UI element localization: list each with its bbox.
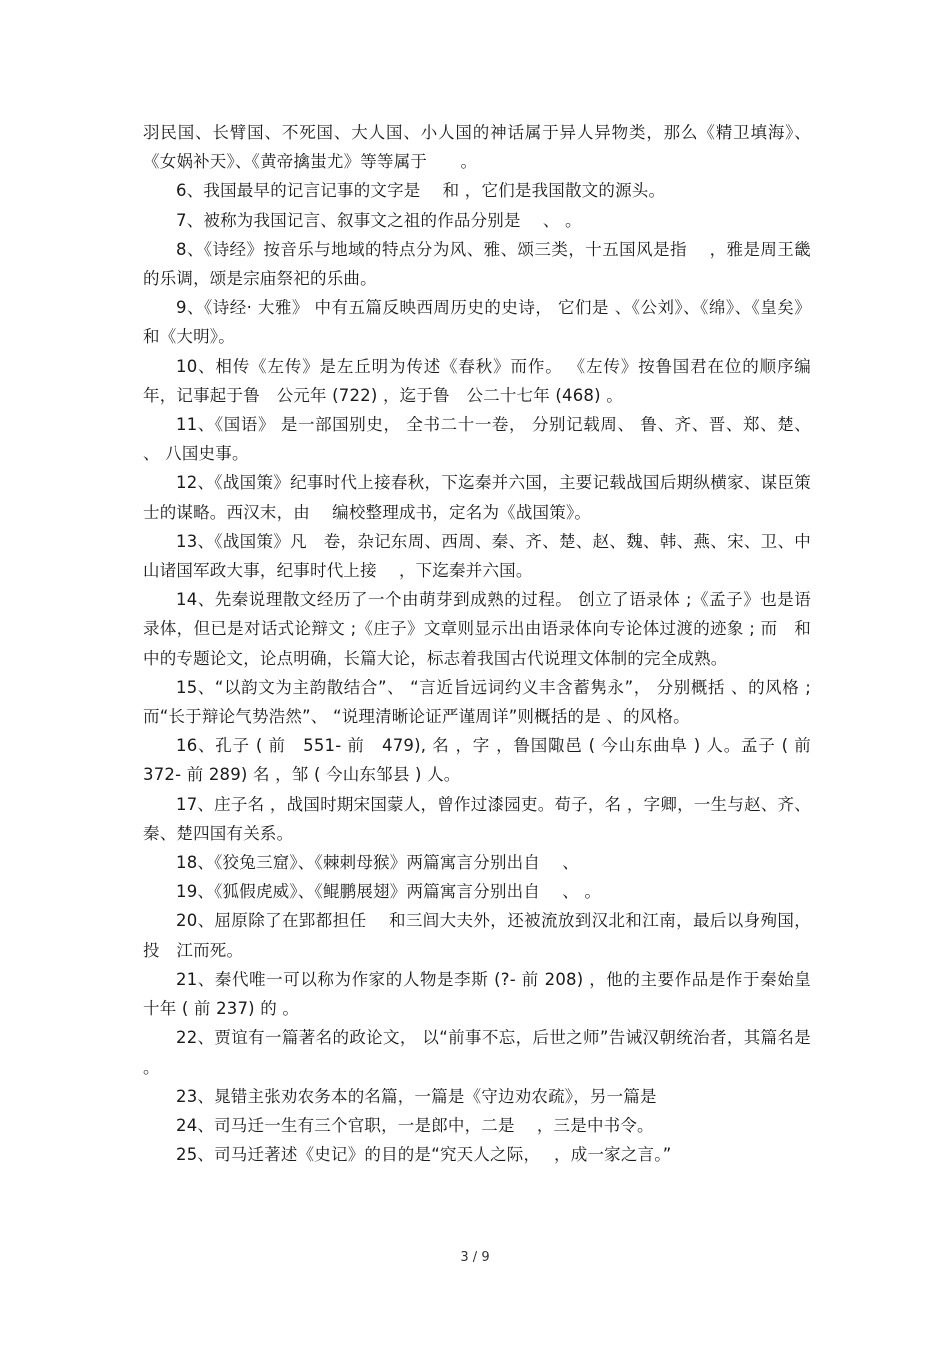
question-21: 21、秦代唯一可以称为作家的人物是李斯 (?- 前 208) ，他的主要作品是作于秦始皇十年 ( 前 237) 的 。: [143, 969, 811, 1019]
question-24: 24、司马迁一生有三个官职，一是郎中，二是 ，三是中书令。: [176, 1115, 654, 1135]
question-19: 19、《狐假虎威》、《鲲鹏展翅》两篇寓言分别出自 、 。: [176, 882, 602, 902]
question-16: 16、孔子 ( 前 551- 前 479), 名 ，字 ，鲁国陬邑 ( 今山东曲阜 ) 人。孟子 ( 前 372- 前 289) 名 ，邹 ( 今山东邹县 ) 人。: [143, 736, 811, 785]
question-14: 14、先秦说理散文经历了一个由萌芽到成熟的过程。 创立了语录体 ;《孟子》也是语录体，但已是对话式论辩文 ;《庄子》文章则显示出由语录体向专论体过渡的迹象 ; 而 和 中的专题论文，论点明确，长篇大论，标志着我国古代说理文体制的完全成熟。: [143, 590, 828, 668]
question-12: 12、《战国策》纪事时代上接春秋，下迄秦并六国，主要记载战国后期纵横家、谋臣策士的谋略。西汉末，由 编校整理成书，定名为《战国策》。: [143, 473, 811, 522]
question-25: 25、司马迁著述《史记》的目的是“究天人之际， ，成一家之言。”: [176, 1145, 672, 1165]
question-20: 20、屈原除了在郢都担任 和三闾大夫外，还被流放到汉北和江南，最后以身殉国，投 江而死。: [143, 911, 811, 960]
question-15: 15、“以韵文为主韵散结合”、 “言近旨远词约义丰含蓄隽永”， 分别概括 、的风格 ; 而“长于辩论气势浩然”、 “说理清晰论证严谨周详”则概括的是 、的风格。: [143, 677, 811, 727]
question-18: 18、《狡兔三窟》、《棘刺母猴》两篇寓言分别出自 、: [176, 853, 579, 873]
question-10: 10、相传《左传》是左丘明为传述《春秋》而作。 《左传》按鲁国君在位的顺序编年，记事起于鲁 公元年 (722) ，迄于鲁 公二十七年 (468) 。: [143, 356, 811, 405]
question-9: 9、《诗经· 大雅》 中有五篇反映西周历史的史诗， 它们是 、《公刘》、《绵》、《皇矣》和《大明》。: [143, 298, 811, 347]
question-13: 13、《战国策》凡 卷，杂记东周、西周、秦、齐、楚、赵、魏、韩、燕、宋、卫、中山诸国军政大事，纪事时代上接 ，下迄秦并六国。: [143, 531, 811, 581]
paragraph-continuation: 羽民国、长臂国、不死国、大人国、小人国的神话属于异人异物类，那么《精卫填海》、《女娲补天》、《黄帝擒蚩尤》等等属于 。: [143, 123, 811, 172]
question-23: 23、晁错主张劝农务本的名篇，一篇是《守边劝农疏》，另一篇是: [176, 1086, 657, 1106]
page-number: 3 / 9: [460, 1250, 490, 1265]
question-list: [143, 118, 828, 1169]
question-22: 22、贾谊有一篇著名的政论文， 以“前事不忘，后世之师”告诫汉朝统治者，其篇名是 。: [143, 1028, 811, 1077]
question-17: 17、庄子名 ，战国时期宋国蒙人，曾作过漆园吏。荀子，名 ，字卿，一生与赵、齐、秦、楚四国有关系。: [143, 794, 811, 843]
question-8: 8、《诗经》按音乐与地域的特点分为风、雅、颂三类，十五国风是指 ，雅是周王畿的乐调，颂是宗庙祭祀的乐曲。: [143, 239, 811, 289]
question-11: 11、《国语》 是一部国别史， 全书二十一卷， 分别记载周、 鲁、齐、晋、郑、楚、 、 八国史事。: [143, 415, 811, 464]
question-6: 6、我国最早的记言记事的文字是 和 ，它们是我国散文的源头。: [176, 181, 666, 201]
question-7: 7、被称为我国记言、叙事文之祖的作品分别是 、 。: [176, 210, 582, 230]
